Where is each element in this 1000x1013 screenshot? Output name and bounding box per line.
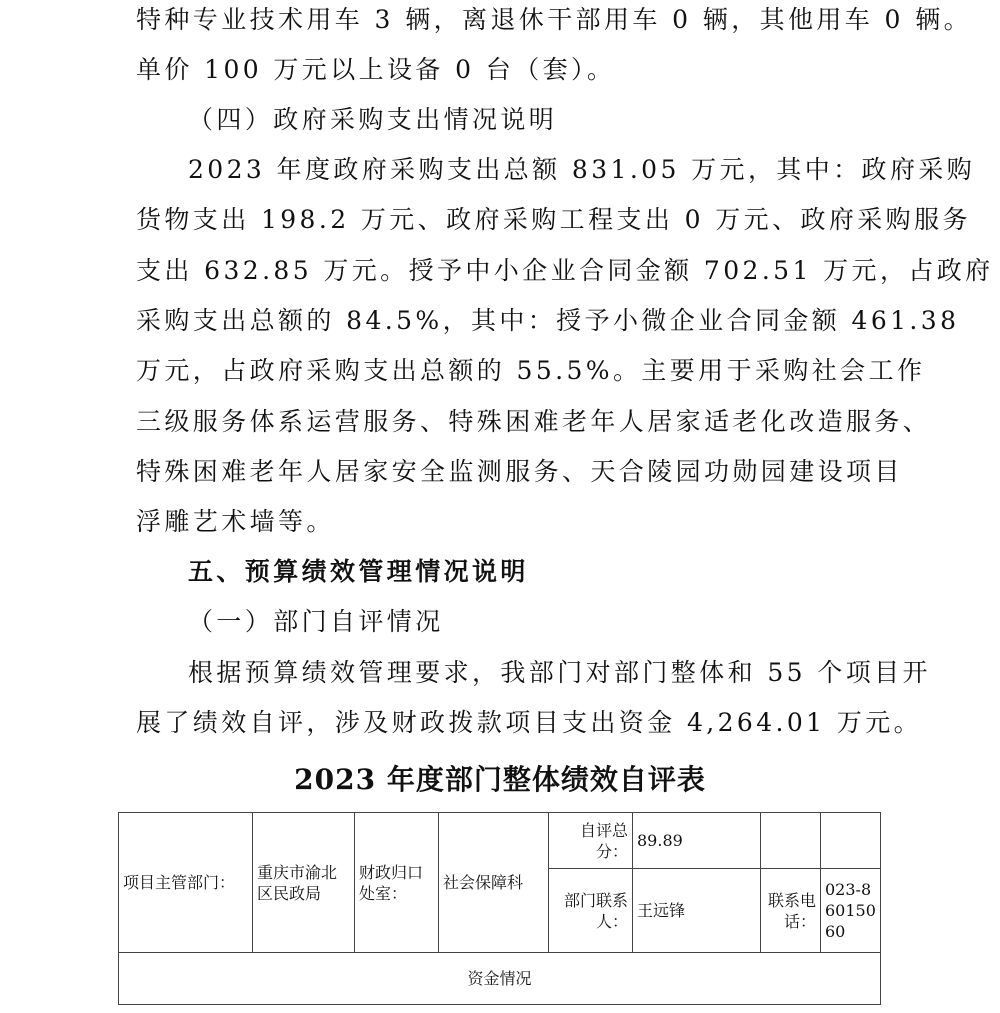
table-title: 2023 年度部门整体绩效自评表	[294, 763, 706, 796]
contact-value-cell: 王远锋	[633, 869, 761, 953]
subsection-heading: （一）部门自评情况	[188, 607, 444, 636]
office-label-cell: 财政归口处室：	[355, 813, 439, 953]
paragraph-line: 特殊困难老年人居家安全监测服务、天合陵园功勋园建设项目	[136, 457, 903, 486]
dept-value-cell: 重庆市渝北区民政局	[253, 813, 355, 953]
paragraph-line: 浮雕艺术墙等。	[136, 507, 335, 536]
office-value-cell: 社会保障科	[439, 813, 549, 953]
funds-header-cell: 资金情况	[119, 953, 881, 1005]
paragraph-line: 货物支出 198.2 万元、政府采购工程支出 0 万元、政府采购服务	[136, 205, 971, 234]
paragraph-line: 单价 100 万元以上设备 0 台（套）。	[136, 55, 616, 84]
subsection-heading: （四）政府采购支出情况说明	[188, 105, 558, 134]
empty-cell	[761, 813, 821, 869]
paragraph-line: 2023 年度政府采购支出总额 831.05 万元，其中：政府采购	[188, 155, 976, 184]
phone-label-cell: 联系电话：	[761, 869, 821, 953]
score-label-cell: 自评总分：	[549, 813, 633, 869]
phone-value-cell: 023-86015060	[821, 869, 881, 953]
paragraph-line: 支出 632.85 万元。授予中小企业合同金额 702.51 万元，占政府	[136, 256, 994, 285]
score-value-cell: 89.89	[633, 813, 761, 869]
dept-label-cell: 项目主管部门：	[119, 813, 253, 953]
paragraph-line: 采购支出总额的 84.5%，其中：授予小微企业合同金额 461.38	[136, 306, 960, 335]
paragraph-line: 根据预算绩效管理要求，我部门对部门整体和 55 个项目开	[188, 658, 931, 687]
paragraph-line: 三级服务体系运营服务、特殊困难老年人居家适老化改造服务、	[136, 407, 932, 436]
empty-cell	[821, 813, 881, 869]
paragraph-line: 展了绩效自评，涉及财政拨款项目支出资金 4,264.01 万元。	[136, 708, 923, 737]
self-evaluation-table	[118, 812, 881, 1005]
section-heading: 五、预算绩效管理情况说明	[188, 557, 529, 586]
contact-label-cell: 部门联系人：	[549, 869, 633, 953]
paragraph-line: 万元，占政府采购支出总额的 55.5%。主要用于采购社会工作	[136, 356, 926, 385]
paragraph-line: 特种专业技术用车 3 辆，离退休干部用车 0 辆，其他用车 0 辆。	[136, 5, 972, 34]
